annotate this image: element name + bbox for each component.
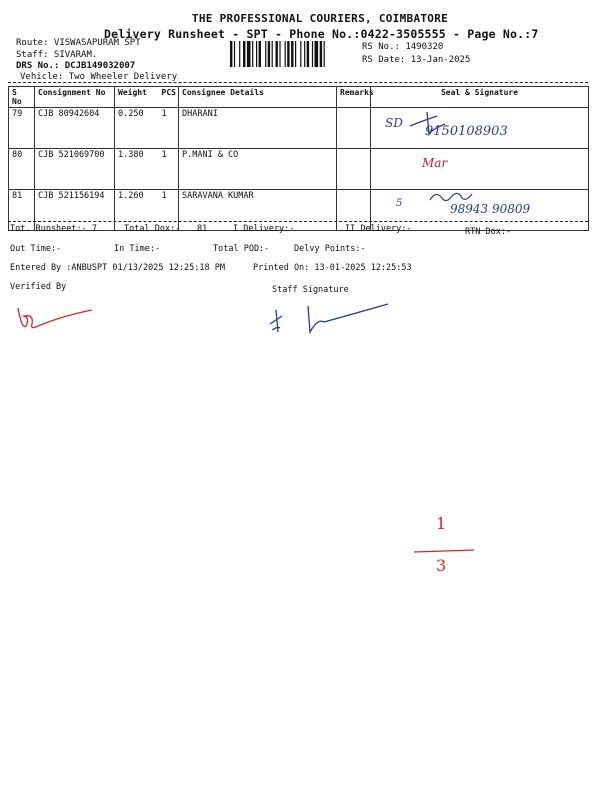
table-header-row (9, 87, 589, 108)
rs-date: RS Date: 13-Jan-2025 (362, 55, 471, 65)
company-title: THE PROFESSIONAL COURIERS, COIMBATORE (191, 12, 449, 25)
ii-delivery: II Delivery:- (345, 224, 412, 234)
row-weight: 1.380 (115, 149, 159, 190)
delivery-points: Delvy Points:- (294, 244, 366, 254)
barcode (230, 41, 356, 67)
tot-runsheet: Tot. Runsheet:- 7 (10, 224, 97, 234)
row-consignee: P.MANI & CO (179, 149, 337, 190)
row-remarks (337, 149, 371, 190)
printed-on: Printed On: 13-01-2025 12:25:53 (253, 263, 412, 273)
page-fraction-top: 1 (436, 514, 447, 533)
entered-by: Entered By :ANBUSPT 01/13/2025 12:25:18 PM (10, 263, 225, 273)
row-pcs: 1 (159, 149, 179, 190)
staff-label: Staff: SIVARAM. (16, 50, 98, 60)
in-time: In Time:- (114, 244, 161, 254)
total-dox-label: Total Dox:- (124, 224, 181, 234)
header-divider (8, 82, 588, 83)
total-dox-value: 81 (197, 224, 208, 234)
col-seal-signature: Seal & Signature (371, 87, 589, 108)
staff-signature-label: Staff Signature (272, 285, 349, 295)
row-weight: 0.250 (115, 108, 159, 149)
row-pcs: 1 (159, 190, 179, 231)
col-remarks: Remarks (337, 87, 371, 108)
row-seal (371, 149, 589, 190)
summary-divider (8, 221, 588, 222)
handwritten-phone: 98943 90809 (450, 202, 531, 216)
rs-number: RS No.: 1490320 (362, 42, 444, 52)
rtn-dox: RTN Dox:- (465, 227, 512, 237)
i-delivery: I Delivery:- (233, 224, 295, 234)
row-consignment: CJB 521069700 (35, 149, 115, 190)
handwritten-phone: 9150108903 (425, 124, 508, 139)
out-time: Out Time:- (10, 244, 62, 254)
page-fraction-bottom: 3 (436, 556, 447, 575)
drs-number: DRS No.: DCJB149032007 (16, 61, 136, 71)
row-sno: 80 (9, 149, 35, 190)
verified-by-label: Verified By (10, 282, 67, 292)
row-remarks (337, 108, 371, 149)
runsheet-subtitle: Delivery Runsheet - SPT - Phone No.:0422-3505555 - Page No.:7 (104, 27, 539, 41)
col-sno: S No (9, 87, 35, 108)
row-consignment: CJB 80942604 (35, 108, 115, 149)
table-row (9, 149, 589, 190)
col-consignee: Consignee Details (179, 87, 337, 108)
row-consignee: SARAVANA KUMAR (179, 190, 337, 231)
col-weight: Weight (115, 87, 159, 108)
row-sno: 79 (9, 108, 35, 149)
handwritten-initials: SD (385, 116, 403, 130)
handwritten-mark: 5 (396, 198, 403, 209)
handwritten-stamp: Mar (422, 156, 448, 170)
row-sno: 81 (9, 190, 35, 231)
row-consignment: CJB 521156194 (35, 190, 115, 231)
row-consignee: DHARANI (179, 108, 337, 149)
row-pcs: 1 (159, 108, 179, 149)
vehicle-label: Vehicle: Two Wheeler Delivery (20, 72, 178, 82)
staff-signature (266, 296, 396, 341)
route-label: Route: VISWASAPURAM SPT (16, 38, 141, 48)
verified-signature (12, 300, 102, 340)
col-pcs: PCS (159, 87, 179, 108)
total-pod: Total POD:- (213, 244, 270, 254)
row-weight: 1.260 (115, 190, 159, 231)
col-consignment: Consignment No (35, 87, 115, 108)
